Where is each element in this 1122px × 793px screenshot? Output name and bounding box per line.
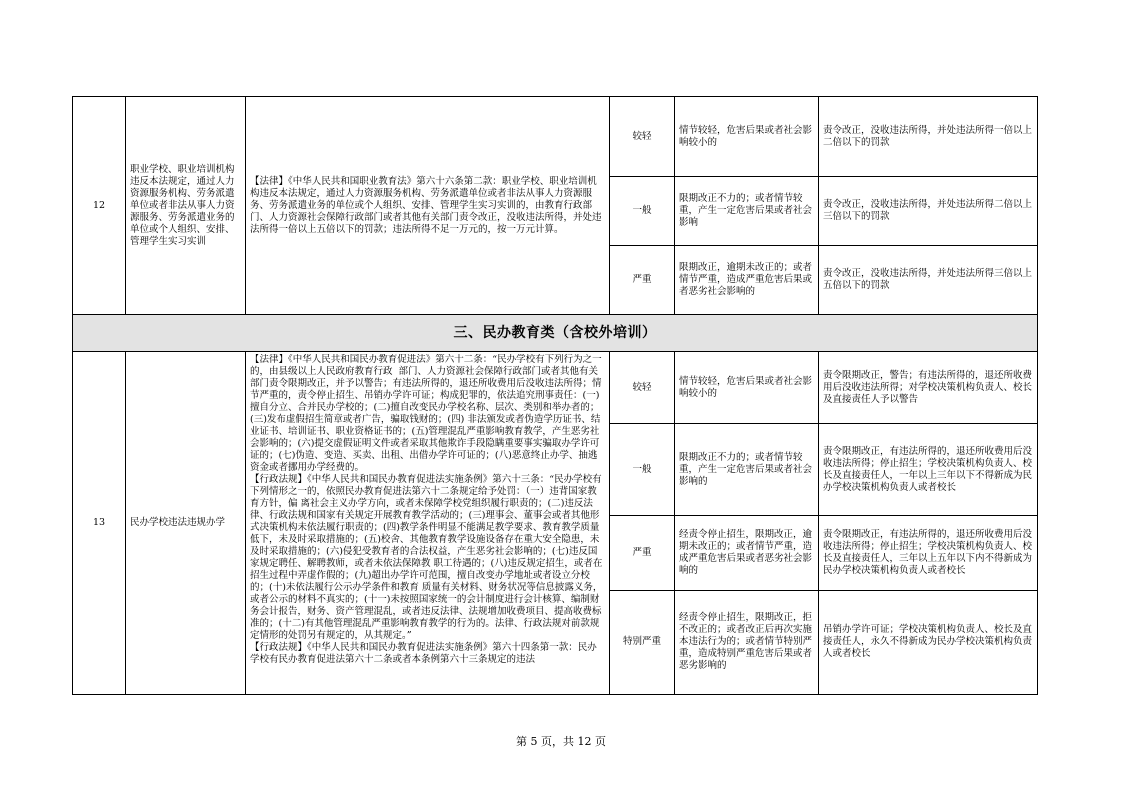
- legal-basis-text: 【法律】《中华人民共和国职业教育法》第六十六条第二款：职业学校、职业培训机构违反本法规定，通过人力资源服务机构、劳务派遣单位或者非法从事人力资源服务、劳务派遣业务的单位或个人组织、安排、管理学生实习实训的，由教育行政部门、人力资源社会保障行政部门或者其他有关部门责令改正，没收违法所得，并处违法所得一倍以上五倍以下的罚款；违法所得不足一万元的，按一万元计算。: [250, 175, 602, 235]
- severity-level: 较轻: [610, 352, 675, 424]
- table-row: [73, 97, 1038, 177]
- circumstance: 经责令停止招生，限期改正，拒不改正的；或者改正后再次实施本违法行为的；或者情节特别严重，造成特别严重危害后果或者恶劣影响的: [675, 590, 819, 694]
- circumstance: 限期改正，逾期未改正的；或者情节严重，造成严重危害后果或者恶劣社会影响的: [675, 246, 819, 315]
- severity-level: 一般: [610, 177, 675, 246]
- penalty-standard: 吊销办学许可证；学校决策机构负责人、校长及直接责任人，永久不得新成为民办学校决策机构负责人或者校长: [819, 590, 1038, 694]
- section-title: 三、民办教育类（含校外培训）: [73, 315, 1038, 352]
- row-number: 12: [73, 97, 126, 315]
- violation-behavior: 职业学校、职业培训机构违反本法规定，通过人力资源服务机构、劳务派遣单位或者非法从事人力资源服务、劳务派遣业务的单位或个人组织、安排、管理学生实习实训: [126, 97, 246, 315]
- penalty-standard: 责令限期改正，警告；有违法所得的，退还所收费用后没收违法所得；对学校决策机构负责人、校长及直接责任人予以警告: [819, 352, 1038, 424]
- circumstance: 情节较轻，危害后果或者社会影响较小的: [675, 97, 819, 177]
- legal-basis: [246, 352, 610, 695]
- penalty-standards-table: [72, 96, 1038, 695]
- violation-behavior: 民办学校违法违规办学: [126, 352, 246, 695]
- circumstance: 经责令停止招生，限期改正，逾期未改正的；或者情节严重，造成严重危害后果或者恶劣社会影响的: [675, 516, 819, 590]
- penalty-standard: 责令限期改正，有违法所得的，退还所收费用后没收违法所得；停止招生；学校决策机构负责人、校长及直接责任人，三年以上五年以下内不得新成为民办学校决策机构负责人或者校长: [819, 516, 1038, 590]
- circumstance: 限期改正不力的；或者情节较重，产生一定危害后果或者社会影响: [675, 177, 819, 246]
- severity-level: 较轻: [610, 97, 675, 177]
- penalty-standard: 责令改正，没收违法所得，并处违法所得三倍以上五倍以下的罚款: [819, 246, 1038, 315]
- legal-basis-text: 【法律】《中华人民共和国民办教育促进法》第六十二条：“民办学校有下列行为之一的，由县级以上人民政府教育行政 部门、人力资源社会保障行政部门或者其他有关部门责令限期改正，并予以警告；有违法所得的，退还所收费用后没收违法所得；情节严重的，责令停止招生、吊销办学许可证；构成犯罪的，依法追究刑事责任：(一)擅自分立、合并民办学校的；(二)擅自改变民办学校名称、层次、类别和举办者的；(三)发布虚假招生简章或者广告，骗取钱财的；(四) 非法颁发或者伪造学历证书、结业证书、培训证书、职业资格证书的；(五)管理混乱严重影响教育教学，产生恶劣社会影响的；(六)提交虚假证明文件或者采取其他欺诈手段隐瞒重要事实骗取办学许可证的；(七)伪造、变造、买卖、出租、出借办学许可证的；(八)恶意终止办学、抽逃资金或者挪用办学经费的。 【行政法规】《中华人民共和国民办教育促进法实施条例》第六十三条：“民办学校有下列情形之一的，依照民办教育促进法第六十二条规定给予处罚：（一）违背国家教育方针，偏 离社会主义办学方向，或者未保障学校党组织履行职责的；(二)违反法律、行政法规和国家有关规定开展教育教学活动的；(三)理事会、董事会或者其他形式决策机构未依法履行职责的；(四)教学条件明显不能满足教学要求、教育教学质量低下，未及时采取措施的；(五)校舍、其他教育教学设施设备存在重大安全隐患，未及时采取措施的；(六)侵犯受教育者的合法权益，产生恶劣社会影响的；(七)违反国家规定聘任、解聘教师，或者未依法保障教 职工待遇的；(八)违反规定招生，或者在招生过程中弄虚作假的；(九)超出办学许可范围，擅自改变办学地址或者设立分校的；(十)未依法履行公示办学条件和教育 质量有关材料、财务状况等信息披露义务，或者公示的材料不真实的；(十一)未按照国家统一的会计制度进行会计核算、编制财务会计报告，财务、资产管理混乱，或者违反法律、法规增加收费项目、提高收费标准的；(十二)有其他管理混乱严重影响教育教学的行为的。法律、行政法规对前款规定情形的处罚另有规定的，从其规定。” 【行政法规】《中华人民共和国民办教育促进法实施条例》第六十四条第一款：民办学校有民办教育促进法第六十二条或者本条例第六十三条规定的违法: [250, 354, 603, 665]
- circumstance: 情节较轻，危害后果或者社会影响较小的: [675, 352, 819, 424]
- penalty-standard: 责令改正，没收违法所得，并处违法所得一倍以上二倍以下的罚款: [819, 97, 1038, 177]
- table-row: [73, 352, 1038, 424]
- severity-level: 一般: [610, 424, 675, 516]
- penalty-standard: 责令限期改正，有违法所得的，退还所收费用后没收违法所得；停止招生；学校决策机构负责人、校长及直接责任人，一年以上三年以下不得新成为民办学校决策机构负责人或者校长: [819, 424, 1038, 516]
- page-footer: 第 5 页，共 12 页: [516, 735, 606, 748]
- section-header-row: [73, 315, 1038, 352]
- severity-level: 特别严重: [610, 590, 675, 694]
- legal-basis: [246, 97, 610, 315]
- circumstance: 限期改正不力的；或者情节较重，产生一定危害后果或者社会影响的: [675, 424, 819, 516]
- severity-level: 严重: [610, 246, 675, 315]
- severity-level: 严重: [610, 516, 675, 590]
- penalty-standard: 责令改正，没收违法所得，并处违法所得二倍以上三倍以下的罚款: [819, 177, 1038, 246]
- row-number: 13: [73, 352, 126, 695]
